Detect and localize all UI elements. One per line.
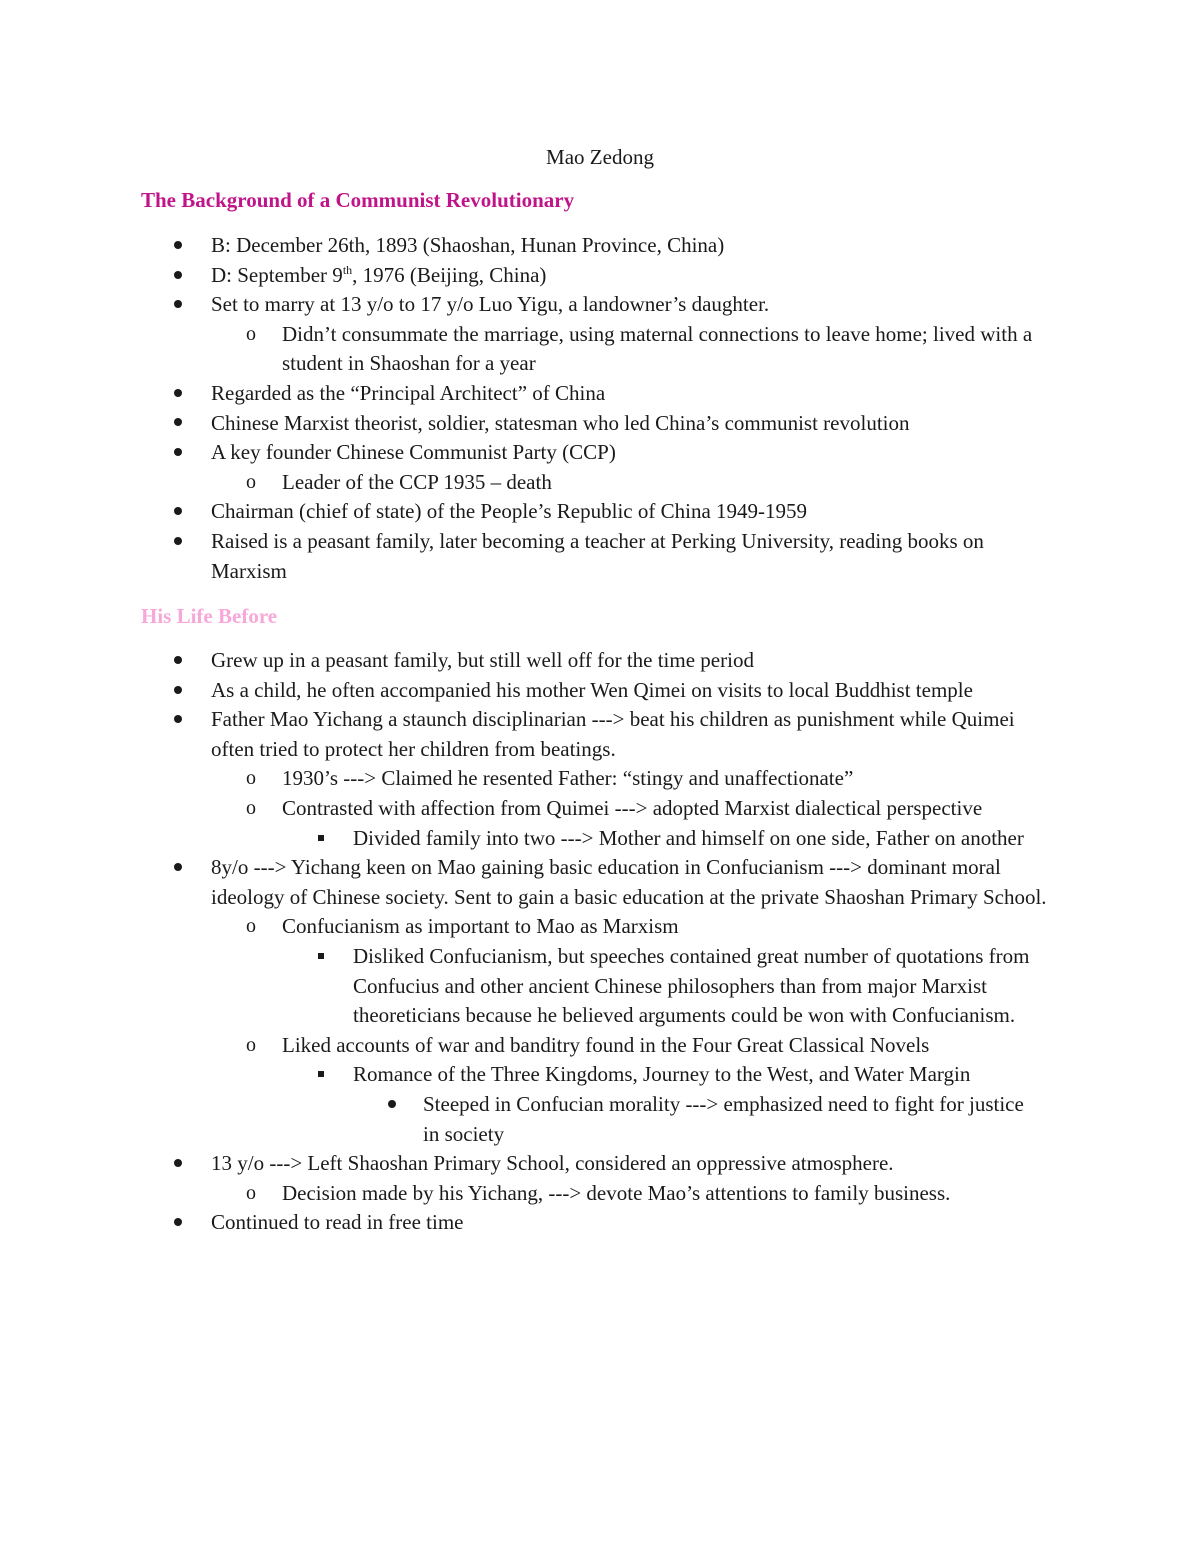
list-item-text: A key founder Chinese Communist Party (CCP) — [211, 440, 616, 465]
list-item-text: B: December 26th, 1893 (Shaoshan, Hunan Province, China) — [211, 233, 725, 257]
list-item — [0, 1179, 1200, 1209]
list-item-text: Raised is a peasant family, later becoming a teacher at Perking University, reading books on Marxism — [211, 528, 984, 583]
circle-bullet-icon: o — [246, 470, 256, 493]
ordinal-superscript: th — [342, 262, 353, 277]
list-item — [0, 1149, 1200, 1179]
list-item — [0, 379, 1200, 409]
list-item — [0, 912, 1200, 942]
section-heading-background: The Background of a Communist Revolutionary — [141, 188, 575, 212]
bullet-icon — [174, 261, 182, 291]
square-bullet-icon — [318, 824, 324, 854]
list-item-text: , 1976 (Beijing, China) — [352, 262, 547, 287]
circle-bullet-icon: o — [246, 767, 256, 790]
list-item-text: Contrasted with affection from Quimei ---> adopted Marxist dialectical perspective — [282, 795, 983, 820]
list-item-text: D: September 9 — [211, 262, 343, 287]
bullet-icon — [174, 853, 182, 883]
list-item — [0, 468, 1200, 498]
bullet-icon — [174, 379, 182, 409]
circle-bullet-icon: o — [246, 796, 256, 819]
section-heading-life-before: His Life Before — [141, 604, 278, 628]
square-bullet-icon — [318, 942, 324, 972]
circle-bullet-icon: o — [246, 915, 256, 938]
list-item — [0, 261, 1200, 291]
bullet-icon — [174, 1149, 182, 1179]
list-item — [0, 290, 1200, 320]
background-list — [0, 231, 1200, 586]
bullet-icon — [388, 1090, 396, 1120]
list-item — [0, 527, 1200, 586]
list-item-text: Decision made by his Yichang, ---> devote Mao’s attentions to family business. — [282, 1180, 951, 1205]
list-item-text: 1930’s ---> Claimed he resented Father: “stingy and unaffectionate” — [282, 766, 854, 791]
bullet-icon — [174, 231, 182, 261]
list-item-text: Set to marry at 13 y/o to 17 y/o Luo Yigu, a landowner’s daughter. — [211, 292, 770, 317]
list-item-text: Continued to read in free time — [211, 1210, 464, 1235]
bullet-icon — [174, 705, 182, 735]
bullet-icon — [174, 438, 182, 468]
list-item-text: Divided family into two ---> Mother and himself on one side, Father on another — [353, 825, 1024, 850]
list-item — [0, 1031, 1200, 1061]
list-item-text: 13 y/o ---> Left Shaoshan Primary School, considered an oppressive atmosphere. — [211, 1151, 894, 1176]
list-item — [0, 705, 1200, 764]
list-item — [0, 231, 1200, 261]
bullet-icon — [174, 290, 182, 320]
list-item — [0, 438, 1200, 468]
list-item — [0, 764, 1200, 794]
life-before-list — [0, 646, 1200, 1238]
list-item — [0, 794, 1200, 824]
list-item — [0, 676, 1200, 706]
list-item — [0, 646, 1200, 676]
circle-bullet-icon: o — [246, 322, 256, 345]
list-item-text: Father Mao Yichang a staunch disciplinarian ---> beat his children as punishment while Quimei often tried to protect her children from beatings. — [211, 707, 1015, 761]
list-item-text: Leader of the CCP 1935 – death — [282, 469, 552, 494]
list-item-text: Grew up in a peasant family, but still well off for the time period — [211, 648, 754, 672]
list-item-text: Liked accounts of war and banditry found in the Four Great Classical Novels — [282, 1032, 930, 1057]
list-item — [0, 942, 1200, 1031]
list-item — [0, 1208, 1200, 1238]
list-item-text: Regarded as the “Principal Architect” of China — [211, 380, 606, 405]
list-item — [0, 409, 1200, 439]
list-item — [0, 497, 1200, 527]
list-item-text: 8y/o ---> Yichang keen on Mao gaining basic education in Confucianism ---> dominant moral ideology of Chinese society. Sent to gain a basic education at the private Shaoshan Primary School. — [211, 855, 1047, 909]
list-item-text: Chairman (chief of state) of the People’s Republic of China 1949-1959 — [211, 499, 808, 524]
bullet-icon — [174, 646, 182, 676]
list-item — [0, 853, 1200, 912]
list-item — [0, 320, 1200, 379]
bullet-icon — [174, 1208, 182, 1238]
bullet-icon — [174, 497, 182, 527]
list-item-text: Chinese Marxist theorist, soldier, statesman who led China’s communist revolution — [211, 410, 910, 435]
square-bullet-icon — [318, 1060, 324, 1090]
list-item-text: Steeped in Confucian morality ---> emphasized need to fight for justice in society — [423, 1091, 1024, 1146]
bullet-icon — [174, 409, 182, 439]
list-item-text: As a child, he often accompanied his mother Wen Qimei on visits to local Buddhist temple — [211, 677, 973, 702]
list-item — [0, 1060, 1200, 1090]
bullet-icon — [174, 527, 182, 557]
list-item-text: Romance of the Three Kingdoms, Journey to the West, and Water Margin — [353, 1062, 971, 1087]
list-item — [0, 1090, 1200, 1149]
list-item — [0, 824, 1200, 854]
list-item-text: Disliked Confucianism, but speeches contained great number of quotations from Confucius and other ancient Chinese philosophers than from major Marxist theoreticians because he believed arguments could be won with Confucianism. — [353, 943, 1030, 1028]
list-item-text: Confucianism as important to Mao as Marxism — [282, 914, 679, 939]
bullet-icon — [174, 676, 182, 706]
circle-bullet-icon: o — [246, 1033, 256, 1056]
list-item-text: Didn’t consummate the marriage, using maternal connections to leave home; lived with a student in Shaoshan for a year — [282, 321, 1033, 376]
circle-bullet-icon: o — [246, 1181, 256, 1204]
page-title: Mao Zedong — [546, 145, 654, 169]
